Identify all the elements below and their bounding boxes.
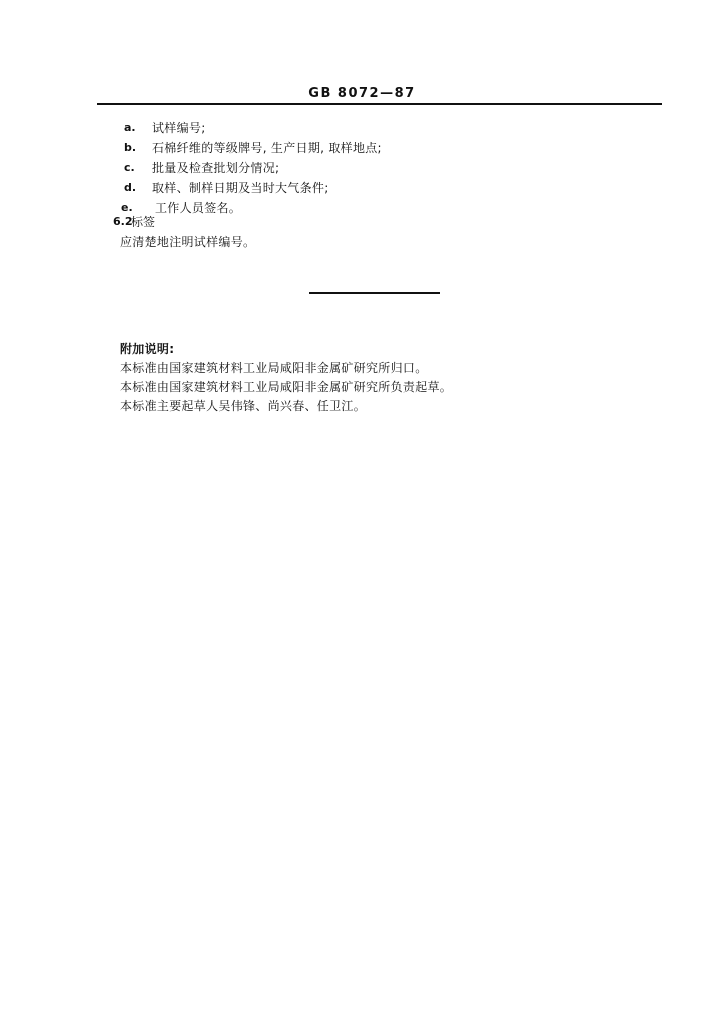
section-title: 标签 — [131, 215, 156, 229]
list-marker: a. — [124, 121, 136, 134]
notes-line: 本标准由国家建筑材料工业局咸阳非金属矿研究所归口。 — [120, 361, 428, 375]
additional-notes — [120, 340, 452, 416]
list-item-text: 工作人员签名。 — [155, 201, 242, 215]
list-marker: c. — [124, 161, 135, 174]
section-body-text: 应清楚地注明试样编号。 — [120, 235, 256, 249]
list-marker: d. — [124, 181, 137, 194]
notes-title: 附加说明: — [120, 342, 175, 356]
notes-line: 本标准主要起草人吴伟锋、尚兴春、任卫江。 — [120, 399, 367, 413]
standard-code-header: GB 8072—87 — [308, 86, 416, 101]
list-item-text: 批量及检查批划分情况; — [152, 161, 280, 175]
header-divider — [97, 103, 662, 105]
list-item-text: 试样编号; — [152, 121, 206, 135]
section-number: 6.2 — [113, 215, 133, 228]
list-item-text: 石棉纤维的等级牌号, 生产日期, 取样地点; — [152, 141, 382, 155]
list-marker: e. — [121, 201, 133, 214]
notes-line: 本标准由国家建筑材料工业局咸阳非金属矿研究所负责起草。 — [120, 380, 453, 394]
list-marker: b. — [124, 141, 137, 154]
list-item-text: 取样、制样日期及当时大气条件; — [152, 181, 329, 195]
end-of-text-rule — [309, 292, 440, 294]
